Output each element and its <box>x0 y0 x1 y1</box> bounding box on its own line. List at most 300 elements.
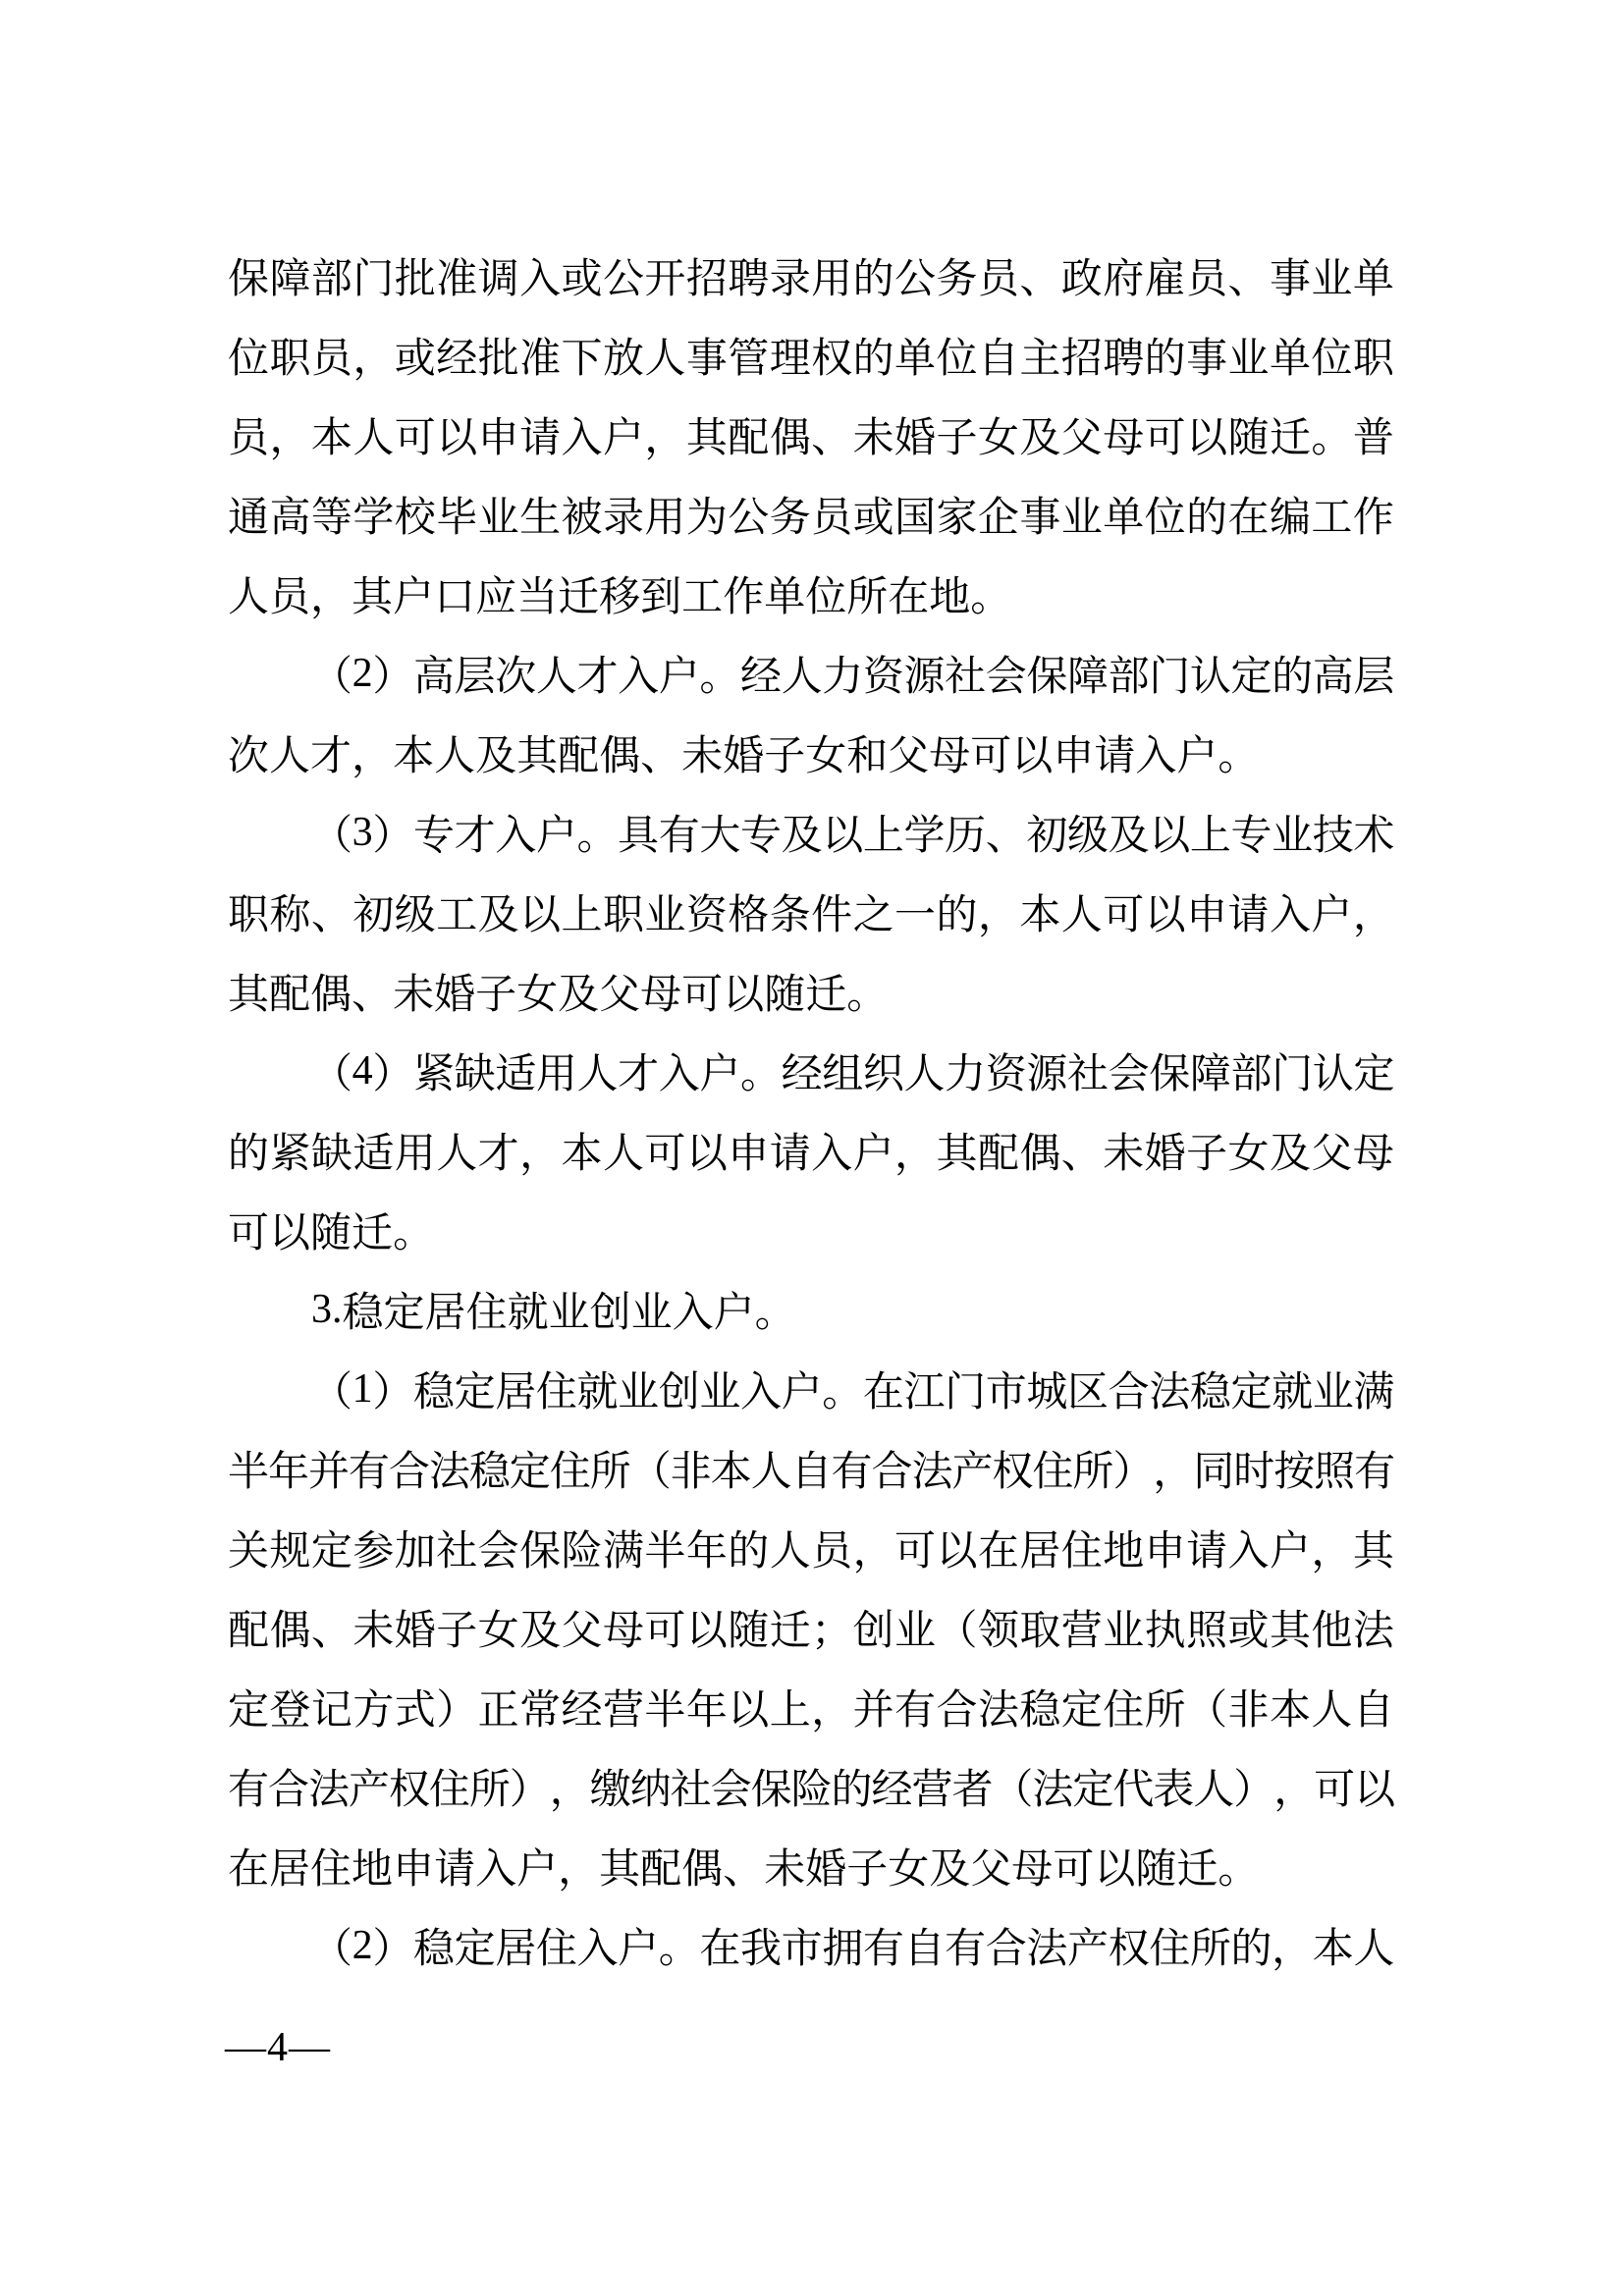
text-line <box>228 474 1394 554</box>
char: 人 <box>644 336 686 382</box>
char: 营 <box>602 1687 644 1734</box>
char: 认 <box>1312 1051 1354 1097</box>
char: 初 <box>352 892 395 938</box>
char: 定 <box>1230 654 1272 700</box>
char: 入 <box>740 1369 783 1415</box>
char: 、 <box>310 1608 352 1654</box>
char: 权 <box>1108 1926 1150 1972</box>
char: 请 <box>434 1846 476 1893</box>
char: 法 <box>428 1449 470 1495</box>
char: 员 <box>310 336 352 382</box>
char: 才 <box>454 813 496 859</box>
char: 管 <box>728 336 770 382</box>
char: 及 <box>1108 813 1150 859</box>
char: 障 <box>269 256 311 302</box>
char: 登 <box>269 1687 311 1734</box>
char: 级 <box>394 892 436 938</box>
char: 2 <box>352 1922 373 1968</box>
char: 权 <box>992 1449 1034 1495</box>
char: 人 <box>1353 1926 1395 1972</box>
char: 法 <box>911 1449 953 1495</box>
char: 可 <box>228 1210 270 1256</box>
char: 工 <box>1311 495 1353 541</box>
char: ） <box>509 1767 551 1813</box>
char: 年 <box>267 1449 309 1495</box>
char: 织 <box>862 1051 904 1097</box>
char: 户 <box>699 1051 741 1097</box>
char: 配 <box>269 972 311 1018</box>
char: 单 <box>1352 256 1394 302</box>
text-line <box>228 633 1394 713</box>
char: 务 <box>936 256 978 302</box>
char: 入 <box>495 813 537 859</box>
char: 的 <box>852 256 894 302</box>
char: 源 <box>903 654 946 700</box>
char: 定 <box>454 1369 496 1415</box>
char: 可 <box>1053 1846 1095 1893</box>
char: 作 <box>723 574 765 620</box>
char: 可 <box>970 733 1012 779</box>
char: ， <box>644 415 686 461</box>
char: 家 <box>936 495 978 541</box>
char: 我 <box>740 1926 783 1972</box>
char: 以 <box>436 415 478 461</box>
char: 的 <box>228 1131 270 1177</box>
char: 半 <box>644 1687 686 1734</box>
char: 母 <box>1011 1846 1054 1893</box>
char: 以 <box>822 813 864 859</box>
char: 非 <box>670 1449 712 1495</box>
text-line <box>228 1826 1394 1905</box>
char: 住 <box>1060 1528 1103 1575</box>
char: 稳 <box>413 1926 456 1972</box>
char: 有 <box>348 1449 390 1495</box>
char: 源 <box>1026 1051 1068 1097</box>
char: 城 <box>1026 1369 1068 1415</box>
char: 业 <box>618 1369 660 1415</box>
char: 普 <box>1352 415 1394 461</box>
char: 可 <box>644 1608 686 1654</box>
char: 年 <box>685 1687 728 1734</box>
char: 户 <box>658 654 700 700</box>
char: 配 <box>977 1131 1019 1177</box>
char: 力 <box>945 1051 987 1097</box>
char: 或 <box>852 495 894 541</box>
text-block <box>228 236 1394 1985</box>
char: 半 <box>644 1528 686 1575</box>
char: 照 <box>1186 1608 1228 1654</box>
char: 员 <box>1186 256 1228 302</box>
char: 自 <box>790 1449 833 1495</box>
char: 开 <box>644 256 686 302</box>
char: 合 <box>1108 1369 1150 1415</box>
char: 及 <box>1269 1131 1311 1177</box>
char: 法 <box>1026 1926 1068 1972</box>
char: 高 <box>1312 654 1354 700</box>
char: 女 <box>805 733 847 779</box>
char: 记 <box>310 1687 352 1734</box>
char: 通 <box>228 495 270 541</box>
char: 保 <box>519 1528 562 1575</box>
char: 子 <box>846 1846 889 1893</box>
char: 员 <box>811 495 853 541</box>
char: 其 <box>516 733 559 779</box>
char: 条 <box>769 892 811 938</box>
char: 或 <box>561 256 603 302</box>
char: 定 <box>1353 1051 1395 1097</box>
char: 位 <box>1144 495 1186 541</box>
char: 职 <box>269 336 311 382</box>
char: 资 <box>985 1051 1027 1097</box>
char: 及 <box>475 733 517 779</box>
char: 有 <box>862 1926 904 1972</box>
char: 。 <box>740 1051 783 1097</box>
char: 在 <box>699 1926 741 1972</box>
char: 稳 <box>413 1369 456 1415</box>
char: 公 <box>602 256 644 302</box>
indent-spacer <box>228 1388 311 1389</box>
char: 权 <box>388 1767 430 1813</box>
char: 才 <box>618 1051 660 1097</box>
char: 有 <box>658 813 700 859</box>
char: 申 <box>1053 733 1095 779</box>
char: 批 <box>477 336 519 382</box>
char: （ <box>311 654 353 700</box>
char: ， <box>852 1528 894 1575</box>
char: 本 <box>710 1449 752 1495</box>
char: 所 <box>468 1767 511 1813</box>
char: 理 <box>769 336 811 382</box>
char: 或 <box>394 336 436 382</box>
char: 。 <box>822 1369 864 1415</box>
char: （ <box>629 1449 672 1495</box>
char: 有 <box>228 1767 270 1813</box>
char: 放 <box>602 336 644 382</box>
char: 随 <box>728 1608 770 1654</box>
char: 住 <box>549 1449 591 1495</box>
char: 用 <box>811 256 853 302</box>
char: 。 <box>1218 733 1260 779</box>
char: 未 <box>1103 1131 1145 1177</box>
char: 以 <box>519 892 562 938</box>
char: 用 <box>644 495 686 541</box>
char: ， <box>558 1846 600 1893</box>
char: 障 <box>1189 1051 1231 1097</box>
char: 员 <box>269 574 311 620</box>
char: 人 <box>535 654 577 700</box>
char: 。 <box>846 972 889 1018</box>
char: 务 <box>769 495 811 541</box>
char: 层 <box>454 654 496 700</box>
char: 的 <box>1272 654 1314 700</box>
char: 经 <box>781 1051 823 1097</box>
char: ） <box>372 1051 414 1097</box>
char: 随 <box>310 1210 352 1256</box>
char: 、 <box>352 972 394 1018</box>
indent-spacer <box>228 1070 311 1071</box>
char: 产 <box>348 1767 390 1813</box>
char: 子 <box>936 415 978 461</box>
char: 入 <box>672 1290 714 1336</box>
char: 的 <box>1186 495 1228 541</box>
char: 入 <box>658 1051 700 1097</box>
char: 地 <box>929 574 971 620</box>
char: 。 <box>1311 415 1353 461</box>
char: ， <box>811 1687 853 1734</box>
char: 位 <box>805 574 847 620</box>
char: 、 <box>1227 256 1270 302</box>
char: 子 <box>436 1608 478 1654</box>
char: 的 <box>852 336 894 382</box>
char: （ <box>1186 1687 1228 1734</box>
char: 、 <box>1019 256 1061 302</box>
char: 门 <box>352 256 395 302</box>
char: 以 <box>728 1687 770 1734</box>
char: 本 <box>1019 892 1061 938</box>
char: 人 <box>228 574 270 620</box>
char: 配 <box>640 1846 682 1893</box>
char: 父 <box>599 972 641 1018</box>
char: 未 <box>681 733 724 779</box>
char: 学 <box>352 495 395 541</box>
char: 入 <box>519 256 562 302</box>
char: 人 <box>352 415 395 461</box>
char: 专 <box>740 813 783 859</box>
char: 及 <box>558 972 600 1018</box>
char: 未 <box>393 972 435 1018</box>
char: 下 <box>561 336 603 382</box>
char: 申 <box>1186 892 1228 938</box>
text-line <box>228 1269 1394 1349</box>
char: 迁 <box>558 574 600 620</box>
char: 职 <box>228 892 270 938</box>
char: 代 <box>1112 1767 1155 1813</box>
text-line <box>228 713 1394 792</box>
char: 上 <box>769 1687 811 1734</box>
char: 业 <box>548 1290 590 1336</box>
char: 女 <box>1227 1131 1270 1177</box>
char: 定 <box>454 1926 496 1972</box>
char: 母 <box>929 733 971 779</box>
char: 入 <box>1227 1528 1270 1575</box>
char: 本 <box>1312 1926 1354 1972</box>
char: 组 <box>822 1051 864 1097</box>
char: 居 <box>1019 1528 1061 1575</box>
char: 会 <box>985 654 1027 700</box>
char: 随 <box>764 972 806 1018</box>
char: 自 <box>903 1926 946 1972</box>
text-line <box>228 792 1394 872</box>
char: ， <box>1311 1528 1353 1575</box>
char: 偶 <box>681 1846 724 1893</box>
char: 录 <box>769 256 811 302</box>
char: 及 <box>929 1846 971 1893</box>
char: 人 <box>576 1051 619 1097</box>
char: 婚 <box>723 733 765 779</box>
char: 户 <box>1311 892 1353 938</box>
char: 本 <box>393 733 435 779</box>
char: 才 <box>310 733 352 779</box>
char: 、 <box>811 415 853 461</box>
char: 定 <box>509 1449 551 1495</box>
char: 未 <box>352 1608 395 1654</box>
char: 部 <box>310 256 352 302</box>
char: 险 <box>561 1528 603 1575</box>
char: 本 <box>561 1131 603 1177</box>
char: 业 <box>1311 256 1353 302</box>
char: 企 <box>977 495 1019 541</box>
char: 事 <box>685 336 728 382</box>
char: 就 <box>1272 1369 1314 1415</box>
char: 。 <box>699 654 741 700</box>
text-line <box>228 554 1394 633</box>
char: 配 <box>228 1608 270 1654</box>
char: 作 <box>1352 495 1394 541</box>
char: 女 <box>888 1846 930 1893</box>
char: 区 <box>1067 1369 1110 1415</box>
char: 可 <box>1103 892 1145 938</box>
char: 户 <box>781 1369 823 1415</box>
char: 会 <box>477 1528 519 1575</box>
char: 人 <box>434 733 476 779</box>
char: 缴 <box>589 1767 631 1813</box>
char: 母 <box>1103 415 1145 461</box>
char: 部 <box>1108 654 1150 700</box>
char: 招 <box>685 256 728 302</box>
char: 有 <box>945 1926 987 1972</box>
char: 以 <box>1354 1767 1396 1813</box>
char: 技 <box>1312 813 1354 859</box>
char: 人 <box>1060 892 1103 938</box>
char: 常 <box>519 1687 562 1734</box>
text-line <box>228 1428 1394 1508</box>
char: 工 <box>436 892 478 938</box>
text-line <box>228 1587 1394 1667</box>
char: 父 <box>561 1608 603 1654</box>
char: 保 <box>228 256 270 302</box>
char: （ <box>311 1369 353 1415</box>
char: 时 <box>1233 1449 1275 1495</box>
char: 社 <box>436 1528 478 1575</box>
char: 在 <box>888 574 930 620</box>
char: 门 <box>945 1369 987 1415</box>
char: 年 <box>685 1528 728 1575</box>
char: 专 <box>413 813 456 859</box>
char: 定 <box>1060 1687 1103 1734</box>
char: 业 <box>1060 495 1103 541</box>
char: 偶 <box>1019 1131 1061 1177</box>
char: 满 <box>602 1528 644 1575</box>
char: 规 <box>269 1528 311 1575</box>
char: 险 <box>790 1767 833 1813</box>
char: ， <box>310 574 352 620</box>
char: 迁 <box>1176 1846 1218 1893</box>
char: ， <box>519 1131 562 1177</box>
text-line <box>228 1349 1394 1428</box>
char: 次 <box>495 654 537 700</box>
char: 市 <box>781 1926 823 1972</box>
char: 申 <box>1144 1528 1186 1575</box>
char: 所 <box>1144 1687 1186 1734</box>
char: 稳 <box>1019 1687 1061 1734</box>
char: 所 <box>846 574 889 620</box>
char: 母 <box>602 1608 644 1654</box>
char: 编 <box>1269 495 1311 541</box>
text-line <box>228 1110 1394 1190</box>
char: 事 <box>1019 495 1061 541</box>
char: ， <box>894 1131 937 1177</box>
char: 迁 <box>1269 415 1311 461</box>
char: 子 <box>475 972 517 1018</box>
char: 雇 <box>1144 256 1186 302</box>
char: 随 <box>1227 415 1270 461</box>
char: 缺 <box>310 1131 352 1177</box>
char: 具 <box>618 813 660 859</box>
char: ， <box>1153 1449 1195 1495</box>
char: 的 <box>831 1767 873 1813</box>
char: 以 <box>685 1131 728 1177</box>
char: 以 <box>1094 1846 1136 1893</box>
char: 和 <box>846 733 889 779</box>
char: 定 <box>228 1687 270 1734</box>
char: 就 <box>576 1369 619 1415</box>
char: 配 <box>558 733 600 779</box>
char: 批 <box>394 256 436 302</box>
char: 法 <box>1149 1369 1191 1415</box>
char: 随 <box>1135 1846 1177 1893</box>
char: 迁 <box>805 972 847 1018</box>
char: （ <box>311 813 353 859</box>
char: 之 <box>852 892 894 938</box>
char: 、 <box>723 1846 765 1893</box>
char: 婚 <box>805 1846 847 1893</box>
char: 定 <box>383 1290 425 1336</box>
char: 入 <box>561 415 603 461</box>
char: 地 <box>352 1846 394 1893</box>
char: 父 <box>970 1846 1012 1893</box>
char: 住 <box>1103 1687 1145 1734</box>
char: 迁 <box>769 1608 811 1654</box>
char: 人 <box>269 733 311 779</box>
char: 住 <box>535 1926 577 1972</box>
char: ） <box>372 1369 414 1415</box>
char: 位 <box>228 336 270 382</box>
char: 就 <box>507 1290 549 1336</box>
char: 法 <box>1352 1608 1394 1654</box>
char: 紧 <box>413 1051 456 1097</box>
char: 为 <box>685 495 728 541</box>
char: 稳 <box>1189 1369 1231 1415</box>
char: 可 <box>1314 1767 1356 1813</box>
char: 的 <box>1144 336 1186 382</box>
char: 有 <box>894 1687 937 1734</box>
char: 以 <box>1011 733 1054 779</box>
char: 4 <box>352 1047 373 1094</box>
char: 户 <box>713 1290 755 1336</box>
char: 女 <box>977 415 1019 461</box>
char: 在 <box>228 1846 270 1893</box>
char: 人 <box>903 1051 946 1097</box>
char: 其 <box>599 1846 641 1893</box>
char: 业 <box>1272 813 1314 859</box>
char: 请 <box>1094 733 1136 779</box>
char: ） <box>1112 1449 1155 1495</box>
char: 营 <box>1060 1608 1103 1654</box>
char: 法 <box>977 1687 1019 1734</box>
char: ， <box>1272 1926 1314 1972</box>
char: 保 <box>750 1767 792 1813</box>
char: 可 <box>1144 415 1186 461</box>
